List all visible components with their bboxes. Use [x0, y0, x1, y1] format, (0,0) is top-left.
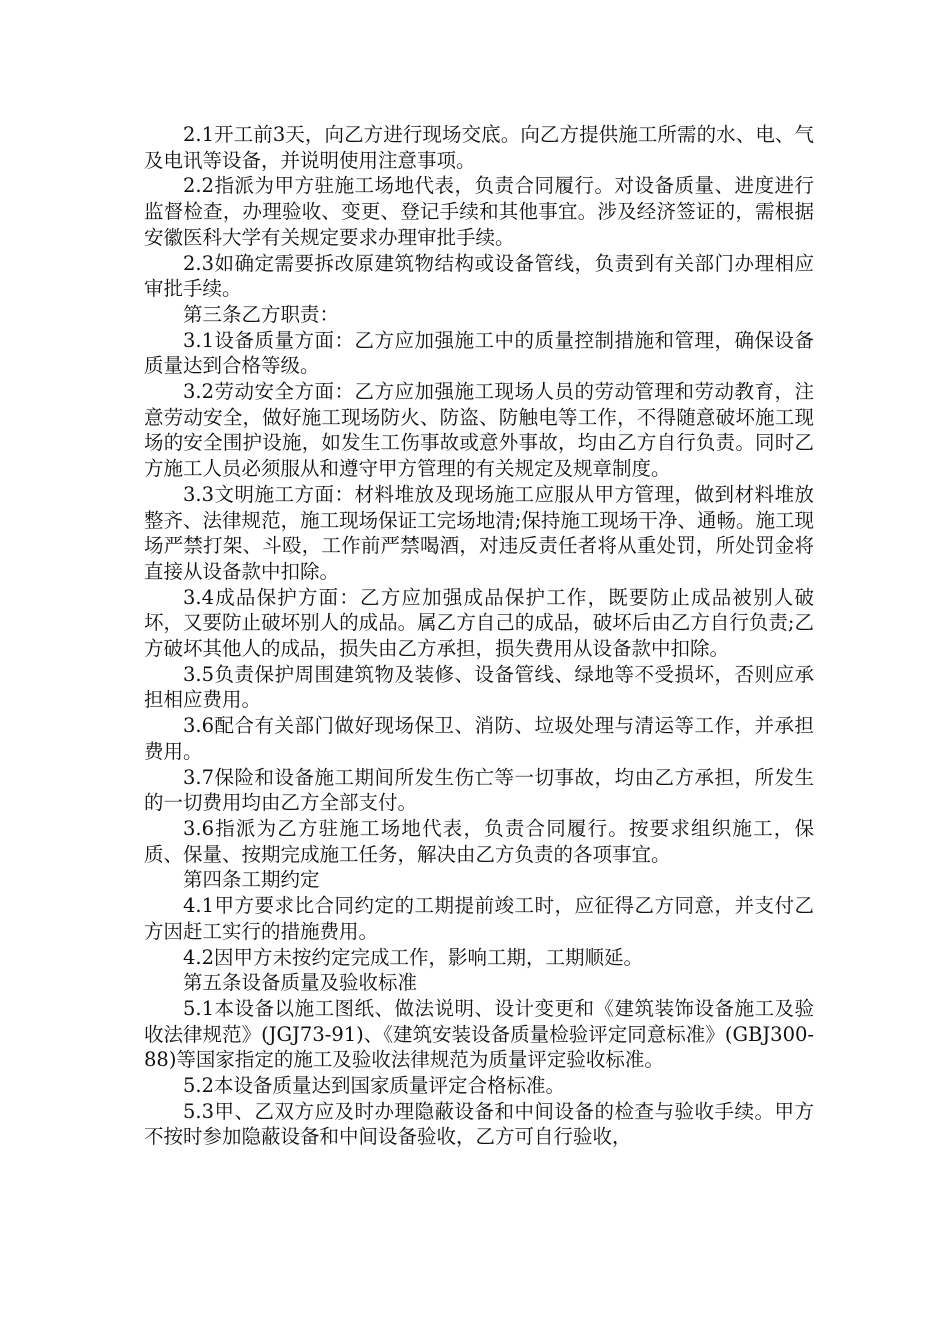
paragraph-4-2: 4.2因甲方未按约定完成工作，影响工期，工期顺延。	[183, 945, 644, 969]
section-heading-article-5: 第五条设备质量及验收标准	[183, 971, 418, 995]
paragraph-2-1: 2.1开工前3天，向乙方进行现场交底。向乙方提供施工所需的水、电、气及电讯等设备，并说明使用注意事项。	[144, 123, 814, 172]
paragraph-4-1: 4.1甲方要求比合同约定的工期提前竣工时，应征得乙方同意，并支付乙方因赶工实行的措施费用。	[144, 894, 814, 943]
paragraph-3-2: 3.2劳动安全方面：乙方应加强施工现场人员的劳动管理和劳动教育，注意劳动安全，做好施工现场防火、防盗、防触电等工作，不得随意破坏施工现场的安全围护设施，如发生工伤事故或意外事故，均由乙方自行负责。同时乙方施工人员必须服从和遵守甲方管理的有关规定及规章制度。	[144, 380, 814, 481]
paragraph-3-3: 3.3文明施工方面：材料堆放及现场施工应服从甲方管理，做到材料堆放整齐、法律规范，施工现场保证工完场地清;保持施工现场干净、通畅。施工现场严禁打架、斗殴，工作前严禁喝酒，对违反责任者将从重处罚，所处罚金将直接从设备款中扣除。	[144, 482, 814, 583]
paragraph-3-6: 3.6配合有关部门做好现场保卫、消防、垃圾处理与清运等工作，并承担费用。	[144, 714, 814, 763]
paragraph-3-7: 3.7保险和设备施工期间所发生伤亡等一切事故，均由乙方承担，所发生的一切费用均由乙方全部支付。	[144, 765, 814, 815]
paragraph-2-3: 2.3如确定需要拆改原建筑物结构或设备管线，负责到有关部门办理相应审批手续。	[144, 251, 814, 301]
section-heading-article-4: 第四条工期约定	[183, 868, 320, 892]
paragraph-5-2: 5.2本设备质量达到国家质量评定合格标准。	[183, 1074, 566, 1098]
paragraph-5-1: 5.1本设备以施工图纸、做法说明、设计变更和《建筑装饰设备施工及验收法律规范》(JGJ73-91)、《建筑安装设备质量检验评定同意标准》(GBJ300-88)等国家指定的施工及验收法律规范为质量评定验收标准。	[144, 996, 814, 1072]
paragraph-5-3: 5.3甲、乙双方应及时办理隐蔽设备和中间设备的检查与验收手续。甲方不按时参加隐蔽设备和中间设备验收，乙方可自行验收，	[144, 1099, 814, 1149]
paragraph-3-5: 3.5负责保护周围建筑物及装修、设备管线、绿地等不受损坏，否则应承担相应费用。	[144, 662, 814, 712]
paragraph-2-2: 2.2指派为甲方驻施工场地代表，负责合同履行。对设备质量、进度进行监督检查，办理验收、变更、登记手续和其他事宜。涉及经济签证的，需根据安徽医科大学有关规定要求办理审批手续。	[144, 174, 814, 249]
section-heading-article-3: 第三条乙方职责：	[183, 302, 340, 326]
paragraph-3-4: 3.4成品保护方面：乙方应加强成品保护工作，既要防止成品被别人破坏，又要防止破坏别人的成品。属乙方自己的成品，破坏后由乙方自行负责;乙方破坏其他人的成品，损失由乙方承担，损失费用从设备款中扣除。	[144, 585, 814, 661]
paragraph-3-1: 3.1设备质量方面：乙方应加强施工中的质量控制措施和管理，确保设备质量达到合格等级。	[144, 328, 814, 378]
document-page	[144, 122, 814, 1150]
paragraph-3-6-second: 3.6指派为乙方驻施工场地代表，负责合同履行。按要求组织施工，保质、保量、按期完成施工任务，解决由乙方负责的各项事宜。	[144, 816, 814, 866]
